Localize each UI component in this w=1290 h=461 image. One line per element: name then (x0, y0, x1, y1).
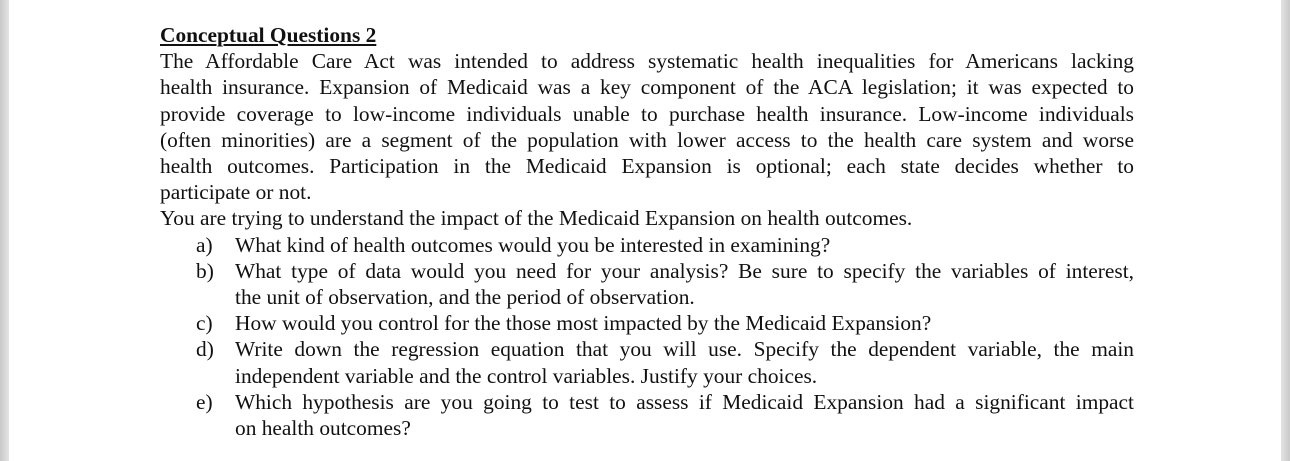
intro-line: health insurance. Expansion of Medicaid was a key component of the ACA legislation; it was expected to (160, 75, 1134, 100)
intro-line: The Affordable Care Act was intended to address systematic health inequalities for Americans lacking (160, 49, 1134, 74)
question-line: What type of data would you need for your analysis? Be sure to specify the variables of interest, (235, 258, 1134, 283)
question-letter: b) (196, 258, 214, 283)
intro-line: participate or not. (160, 180, 312, 205)
question-line: Which hypothesis are you going to test to assess if Medicaid Expansion had a significant impact (235, 389, 1134, 414)
question-list (160, 232, 1134, 442)
document-page (9, 0, 1281, 461)
question-text (235, 310, 1134, 336)
question-line: Write down the regression equation that you will use. Specify the dependent variable, the main (235, 337, 1134, 362)
page-shadow-right (1281, 0, 1290, 461)
question-line: What kind of health outcomes would you be interested in examining? (235, 232, 831, 257)
question-line: How would you control for the those most impacted by the Medicaid Expansion? (235, 311, 932, 336)
page-shadow-left (0, 0, 9, 461)
question-c (160, 310, 1134, 336)
question-text (235, 258, 1134, 310)
intro-paragraph (160, 48, 1134, 205)
document-content (160, 22, 1134, 441)
question-letter: e) (196, 389, 213, 414)
task-statement: You are trying to understand the impact of the Medicaid Expansion on health outcomes. (160, 206, 913, 231)
question-letter: a) (196, 232, 213, 257)
question-b (160, 258, 1134, 310)
question-e (160, 389, 1134, 441)
question-line: on health outcomes? (235, 416, 411, 441)
question-text (235, 389, 1134, 441)
intro-line: health outcomes. Participation in the Medicaid Expansion is optional; each state decides whether to (160, 154, 1134, 179)
question-text (235, 232, 1134, 258)
question-letter: d) (196, 337, 214, 362)
question-a (160, 232, 1134, 258)
question-line: independent variable and the control variables. Justify your choices. (235, 363, 818, 388)
question-letter: c) (196, 311, 213, 336)
question-line: the unit of observation, and the period of observation. (235, 285, 695, 310)
question-d (160, 336, 1134, 388)
section-title: Conceptual Questions 2 (160, 23, 377, 47)
intro-line: provide coverage to low-income individuals unable to purchase health insurance. Low-income individuals (160, 101, 1134, 126)
intro-line: (often minorities) are a segment of the population with lower access to the health care system and worse (160, 127, 1134, 152)
question-text (235, 336, 1134, 388)
